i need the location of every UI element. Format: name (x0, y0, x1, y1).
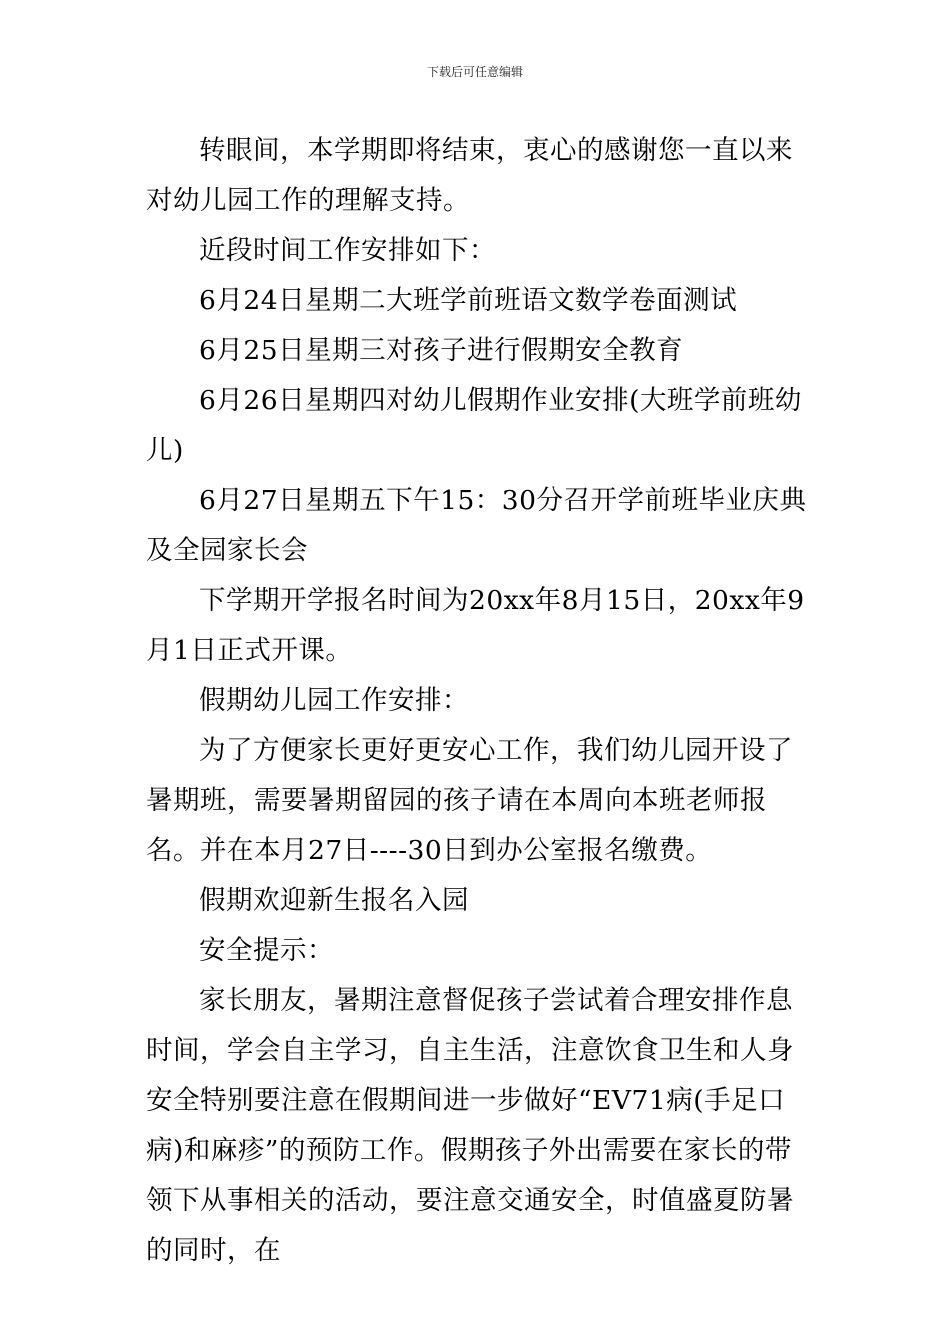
paragraph-schedule-june-24: 6月24日星期二大班学前班语文数学卷面测试 (199, 285, 738, 316)
paragraph-schedule-heading: 近段时间工作安排如下： (199, 235, 496, 266)
document-body (146, 126, 810, 1276)
paragraph-safety-tips: 家长朋友，暑期注意督促孩子尝试着合理安排作息时间，学会自主学习，自主生活，注意饮食卫生和人身安全特别要注意在假期间进一步做好“EV71病(手足口病)和麻疹”的预防工作。假期孩子外出需要在家长的带领下从事相关的活动，要注意交通安全，时值盛夏防暑的同时，在 (146, 985, 794, 1266)
paragraph-new-students: 假期欢迎新生报名入园 (199, 885, 469, 916)
paragraph-intro: 转眼间，本学期即将结束，衷心的感谢您一直以来对幼儿园工作的理解支持。 (146, 135, 793, 216)
paragraph-registration: 下学期开学报名时间为20xx年8月15日，20xx年9月1日正式开课。 (146, 585, 805, 666)
page-header-note: 下载后可任意编辑 (426, 65, 523, 79)
paragraph-holiday-heading: 假期幼儿园工作安排： (199, 685, 469, 716)
paragraph-safety-heading: 安全提示： (199, 935, 334, 966)
paragraph-schedule-june-27: 6月27日星期五下午15：30分召开学前班毕业庆典及全园家长会 (146, 485, 807, 566)
paragraph-summer-class: 为了方便家长更好更安心工作，我们幼儿园开设了暑期班，需要暑期留园的孩子请在本周向本班老师报名。并在本月27日----30日到办公室报名缴费。 (146, 735, 793, 866)
paragraph-schedule-june-26: 6月26日星期四对幼儿假期作业安排(大班学前班幼儿) (146, 385, 802, 466)
paragraph-schedule-june-25: 6月25日星期三对孩子进行假期安全教育 (199, 335, 684, 366)
